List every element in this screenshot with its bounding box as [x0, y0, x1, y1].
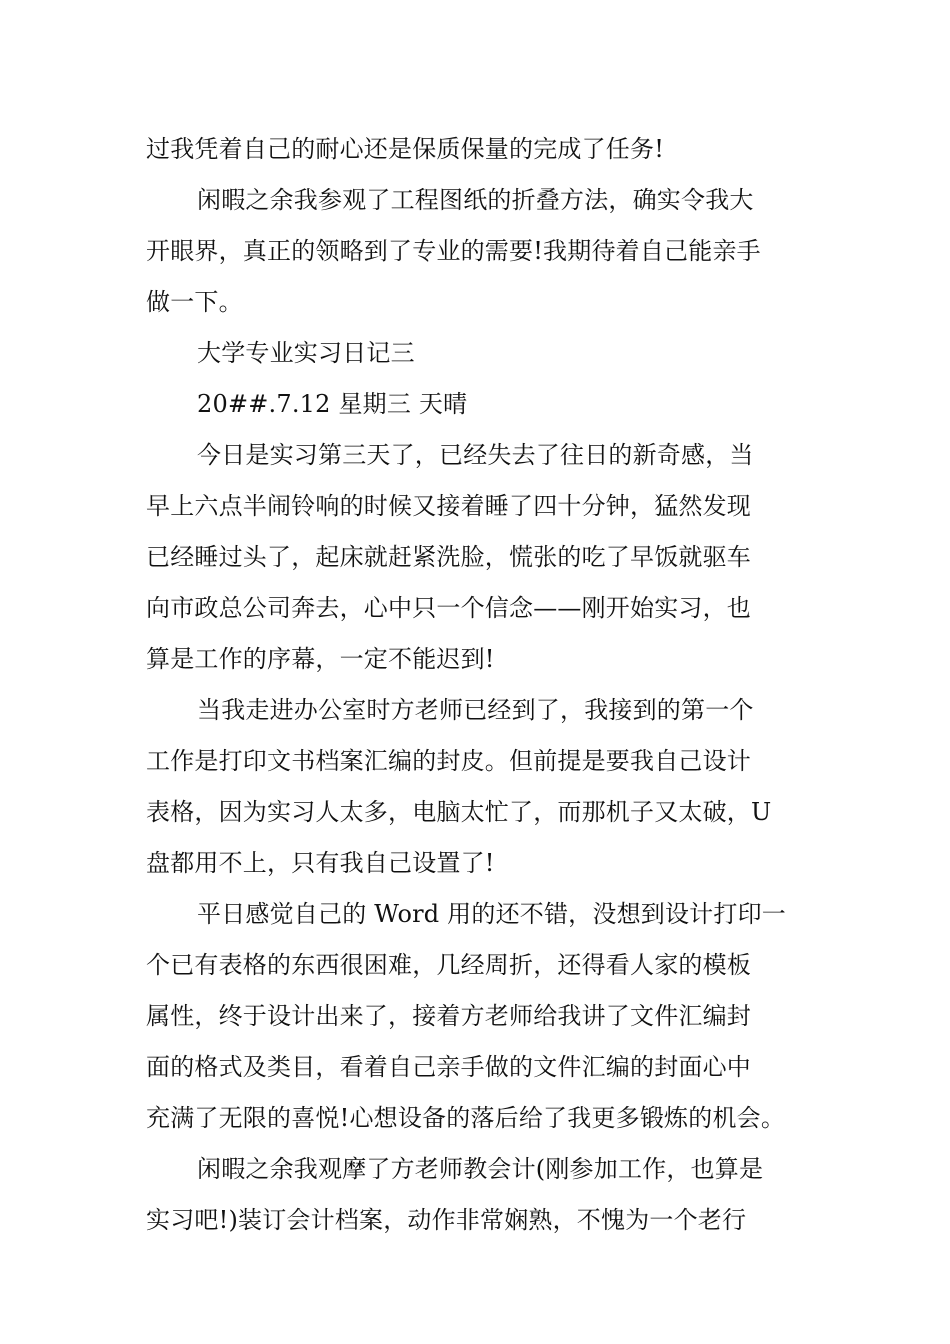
- text-line-15: 盘都用不上，只有我自己设置了!: [146, 849, 495, 877]
- text-line-17: 个已有表格的东西很困难，几经周折，还得看人家的模板: [146, 951, 751, 979]
- document-body: [146, 124, 810, 1246]
- text-line-16: 平日感觉自己的 Word 用的还不错，没想到设计打印一: [197, 900, 786, 928]
- text-line-13: 工作是打印文书档案汇编的封皮。但前提是要我自己设计: [146, 747, 751, 775]
- text-line-14: 表格，因为实习人太多，电脑太忙了，而那机子又太破，U: [146, 798, 772, 826]
- text-line-7: 今日是实习第三天了，已经失去了往日的新奇感，当: [197, 441, 754, 469]
- text-line-2: 闲暇之余我参观了工程图纸的折叠方法，确实令我大: [197, 186, 754, 214]
- text-line-18: 属性，终于设计出来了，接着方老师给我讲了文件汇编封: [146, 1002, 751, 1030]
- text-line-10: 向市政总公司奔去，心中只一个信念——刚开始实习，也: [146, 594, 751, 622]
- text-line-3: 开眼界，真正的领略到了专业的需要!我期待着自己能亲手: [146, 237, 761, 265]
- section-heading: 大学专业实习日记三: [197, 339, 415, 367]
- text-line-12: 当我走进办公室时方老师已经到了，我接到的第一个: [197, 696, 754, 724]
- text-line-20: 充满了无限的喜悦!心想设备的落后给了我更多锻炼的机会。: [146, 1104, 786, 1132]
- text-line-4: 做一下。: [146, 288, 243, 316]
- text-line-1: 过我凭着自己的耐心还是保质保量的完成了任务!: [146, 135, 665, 163]
- diary-date-line: 20##.7.12 星期三 天晴: [197, 390, 468, 418]
- text-line-19: 面的格式及类目，看着自己亲手做的文件汇编的封面心中: [146, 1053, 751, 1081]
- text-line-22: 实习吧!)装订会计档案，动作非常娴熟，不愧为一个老行: [146, 1206, 747, 1234]
- text-line-9: 已经睡过头了，起床就赶紧洗脸，慌张的吃了早饭就驱车: [146, 543, 751, 571]
- text-line-11: 算是工作的序幕，一定不能迟到!: [146, 645, 495, 673]
- text-line-21: 闲暇之余我观摩了方老师教会计(刚参加工作，也算是: [197, 1155, 764, 1183]
- text-line-8: 早上六点半闹铃响的时候又接着睡了四十分钟，猛然发现: [146, 492, 751, 520]
